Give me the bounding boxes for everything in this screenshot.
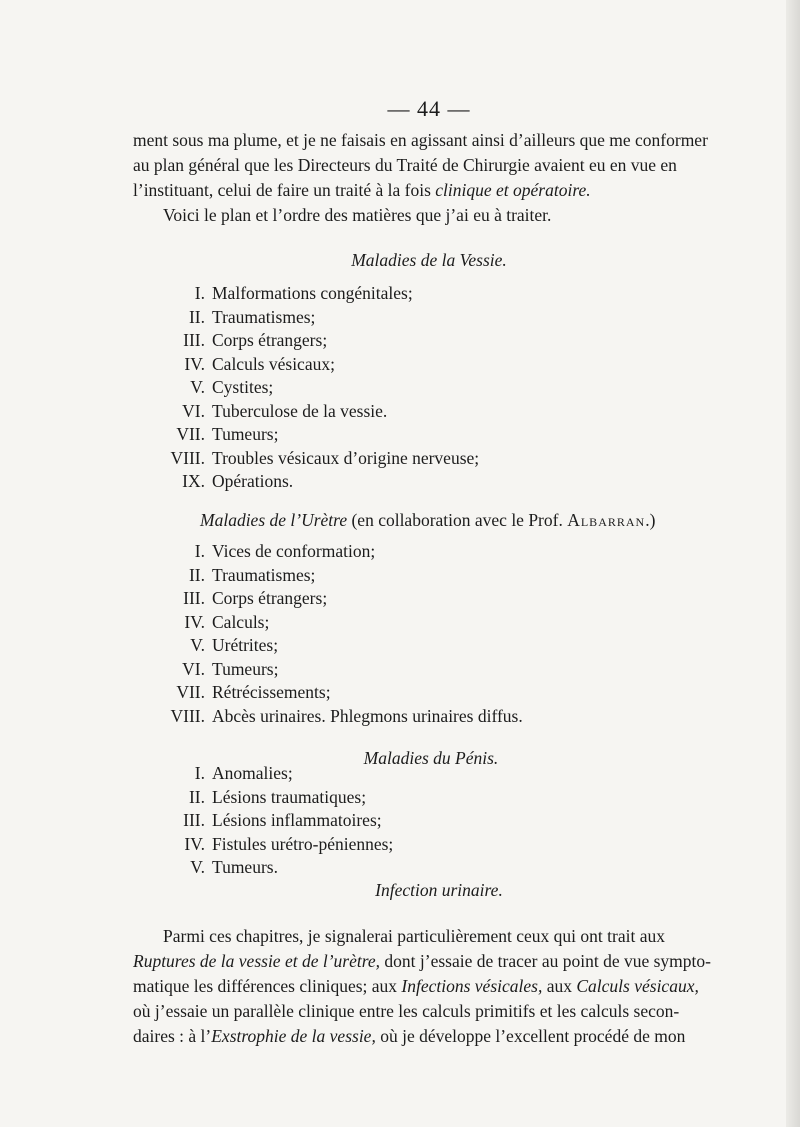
italic-phrase: Ruptures de la vessie et de l’urètre, — [133, 951, 381, 971]
text-line — [133, 178, 753, 203]
list-item — [150, 587, 523, 611]
page-number: — 44 — — [387, 96, 471, 121]
list-item — [150, 786, 393, 810]
text-segment: matique les différences cliniques; aux — [133, 976, 402, 996]
item-number: V. — [190, 635, 205, 655]
item-number: II. — [188, 786, 205, 807]
item-number: IV. — [184, 833, 205, 854]
italic-phrase: Exstrophie de la vessie, — [211, 1026, 376, 1046]
vessie-list — [150, 282, 479, 494]
item-text: Tuberculose de la vessie. — [212, 400, 388, 421]
list-item — [150, 329, 479, 353]
item-number: I. — [194, 541, 205, 561]
item-number: III. — [183, 588, 205, 608]
uretre-list — [150, 540, 523, 728]
item-number: VII. — [176, 424, 205, 444]
text-line: où j’essaie un parallèle clinique entre les calculs primitifs et les calculs secon- — [133, 1001, 680, 1021]
intro-paragraph — [133, 128, 753, 228]
text-line: au plan général que les Directeurs du Traité de Chirurgie avaient eu en vue en — [133, 155, 677, 175]
text-line: Voici le plan et l’ordre des matières que j’ai eu à traiter. — [163, 205, 552, 225]
list-item — [150, 705, 523, 729]
list-item — [150, 282, 479, 306]
item-text: Opérations. — [212, 471, 294, 491]
list-item — [150, 833, 393, 857]
page-edge-shadow — [786, 0, 800, 1127]
list-item — [150, 564, 523, 588]
item-number: I. — [194, 283, 205, 303]
list-item — [150, 400, 479, 424]
item-number: VIII. — [170, 705, 205, 726]
section-heading-infection: Infection urinaire. — [375, 880, 503, 900]
list-item — [150, 809, 393, 833]
list-item — [150, 681, 523, 705]
heading-end: .) — [645, 510, 656, 530]
item-text: Urétrites; — [212, 635, 279, 655]
item-text: Tumeurs; — [212, 658, 279, 679]
item-number: I. — [194, 763, 205, 783]
item-text: Lésions inflammatoires; — [212, 810, 382, 830]
item-text: Fistules urétro-péniennes; — [212, 833, 394, 854]
text-segment: l’instituant, celui de faire un traité à la fois — [133, 180, 436, 200]
item-text: Troubles vésicaux d’origine nerveuse; — [212, 447, 480, 468]
item-text: Calculs vésicaux; — [212, 353, 335, 374]
section-heading-vessie: Maladies de la Vessie. — [351, 250, 507, 270]
text-segment: daires : à l’ — [133, 1026, 212, 1046]
item-number: II. — [188, 306, 205, 327]
item-text: Corps étrangers; — [212, 588, 328, 608]
list-item — [150, 470, 479, 494]
list-item — [150, 762, 393, 786]
item-number: VII. — [176, 682, 205, 702]
item-number: V. — [190, 857, 205, 877]
list-item — [150, 658, 523, 682]
italic-phrase: Calculs vésicaux, — [576, 976, 699, 996]
item-number: IX. — [182, 471, 205, 491]
heading-italic: Maladies de l’Urètre — [200, 510, 348, 530]
list-item — [150, 423, 479, 447]
item-text: Traumatismes; — [212, 306, 316, 327]
text-line: ment sous ma plume, et je ne faisais en agissant ainsi d’ailleurs que me conformer — [133, 130, 708, 150]
italic-phrase: clinique et opératoire. — [435, 180, 591, 200]
item-number: IV. — [184, 611, 205, 632]
text-line: Parmi ces chapitres, je signalerai particulièrement ceux qui ont trait aux — [163, 926, 665, 946]
item-number: V. — [190, 377, 205, 397]
item-text: Cystites; — [212, 377, 274, 397]
text-segment: dont j’essaie de tracer au point de vue sympto- — [380, 951, 711, 971]
item-text: Anomalies; — [212, 763, 293, 783]
item-text: Corps étrangers; — [212, 330, 328, 350]
list-item — [150, 353, 479, 377]
item-text: Lésions traumatiques; — [212, 786, 367, 807]
item-text: Rétrécissements; — [212, 682, 331, 702]
item-number: III. — [183, 330, 205, 350]
item-number: VI. — [182, 658, 205, 679]
item-number: VIII. — [170, 447, 205, 468]
text-line — [133, 949, 739, 974]
section-heading-uretre — [200, 510, 655, 531]
item-number: III. — [183, 810, 205, 830]
penis-list — [150, 762, 393, 880]
list-item — [150, 634, 523, 658]
list-item — [150, 856, 393, 880]
list-item — [150, 540, 523, 564]
text-line — [133, 974, 739, 999]
item-text: Calculs; — [212, 611, 270, 632]
section-heading-penis: Maladies du Pénis. — [363, 748, 499, 768]
item-text: Traumatismes; — [212, 564, 316, 585]
text-segment: aux — [542, 976, 577, 996]
item-number: IV. — [184, 353, 205, 374]
list-item — [150, 306, 479, 330]
heading-text: (en collaboration avec le Prof. — [347, 510, 568, 530]
list-item — [150, 376, 479, 400]
item-text: Tumeurs; — [212, 424, 279, 444]
item-text: Abcès urinaires. Phlegmons urinaires diffus. — [212, 705, 523, 726]
italic-phrase: Infections vésicales, — [401, 976, 543, 996]
item-number: II. — [188, 564, 205, 585]
text-segment: où je développe l’excellent procédé de mon — [375, 1026, 686, 1046]
item-text: Tumeurs. — [212, 857, 278, 877]
list-item — [150, 611, 523, 635]
item-number: VI. — [182, 400, 205, 421]
list-item — [150, 447, 479, 471]
author-name: Albarran — [567, 510, 646, 530]
item-text: Vices de conformation; — [212, 541, 376, 561]
closing-paragraph — [133, 924, 739, 1049]
text-line — [133, 1024, 739, 1049]
item-text: Malformations congénitales; — [212, 283, 413, 303]
